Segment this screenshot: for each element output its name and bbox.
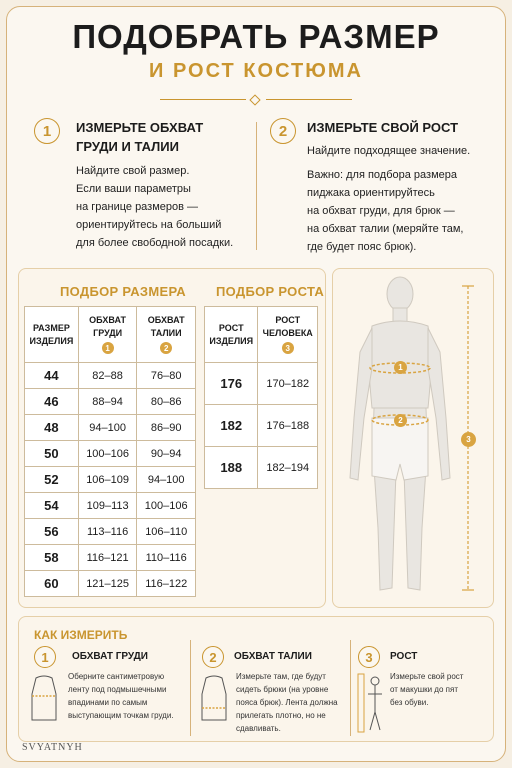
- size-table-cell: 50: [25, 441, 79, 467]
- size-table-row: [25, 545, 196, 571]
- size-table-cell: 90–94: [137, 441, 196, 467]
- size-table-title: ПОДБОР РАЗМЕРА: [60, 284, 186, 299]
- height-table-title: ПОДБОР РОСТА: [216, 284, 325, 299]
- size-table-cell: 100–106: [78, 441, 137, 467]
- size-table-row: [25, 493, 196, 519]
- how-1-heading: ОБХВАТ ГРУДИ: [72, 651, 148, 662]
- step-2-badge: 2: [270, 118, 296, 144]
- marker-1-icon: 1: [394, 361, 407, 374]
- how-1-badge: 1: [34, 646, 56, 668]
- size-table-cell: 58: [25, 545, 79, 571]
- size-table-row: [25, 389, 196, 415]
- brand-logo: SVYATNYH: [22, 742, 83, 753]
- size-table-cell: 80–86: [137, 389, 196, 415]
- chest-measure-icon: [26, 674, 62, 722]
- how-3-text: Измерьте свой рост от макушки до пят без обуви.: [390, 672, 464, 707]
- size-table-cell: 52: [25, 467, 79, 493]
- height-table-row: [205, 405, 318, 447]
- size-table-cell: 46: [25, 389, 79, 415]
- how-divider-1: [190, 640, 191, 736]
- how-3-heading: РОСТ: [390, 651, 418, 662]
- how-2-text: Измерьте там, где будут сидеть брюки (на уровне пояса брюк). Лента должна прилегать плотно, но не сдавливать.: [236, 672, 338, 733]
- size-table-row: [25, 519, 196, 545]
- step-1-text: Найдите свой размер. Если ваши параметры на границе размеров — ориентируйтесь на больший для более свободной посадки.: [76, 165, 234, 249]
- waist-measure-icon: [196, 674, 232, 722]
- page-subtitle: И РОСТ КОСТЮМА: [149, 60, 363, 82]
- size-table: [24, 306, 196, 597]
- height-header-person: РОСТ ЧЕЛОВЕКА 3: [258, 307, 318, 363]
- size-header-size: РАЗМЕР ИЗДЕЛИЯ: [25, 307, 79, 363]
- size-table-row: [25, 441, 196, 467]
- marker-3-icon: 3: [461, 432, 476, 447]
- how-to-title: КАК ИЗМЕРИТЬ: [34, 628, 128, 642]
- size-table-row: [25, 415, 196, 441]
- size-table-cell: 94–100: [137, 467, 196, 493]
- size-header-waist: ОБХВАТ ТАЛИИ 2: [137, 307, 196, 363]
- height-table-cell: 182: [205, 405, 258, 447]
- marker-2-icon: 2: [394, 414, 407, 427]
- size-table-cell: 110–116: [137, 545, 196, 571]
- size-table-cell: 76–80: [137, 363, 196, 389]
- how-1-text: Оберните сантиметровую ленту под подмышечными впадинами по самым выступающим точкам груди.: [68, 672, 174, 720]
- ornament-divider: [160, 96, 352, 104]
- size-table-cell: 100–106: [137, 493, 196, 519]
- size-table-cell: 44: [25, 363, 79, 389]
- step-2-text: Найдите подходящее значение. Важно: для подбора размера пиджака ориентируйтесь на обхват груди, для брюк — на обхват талии (меряйте там, где будет пояс брюк).: [307, 145, 471, 253]
- height-table-cell: 170–182: [258, 363, 318, 405]
- size-table-cell: 86–90: [137, 415, 196, 441]
- size-table-cell: 113–116: [78, 519, 137, 545]
- size-table-cell: 60: [25, 571, 79, 597]
- page-title: ПОДОБРАТЬ РАЗМЕР: [72, 18, 440, 55]
- size-table-row: [25, 467, 196, 493]
- size-table-cell: 48: [25, 415, 79, 441]
- how-2-heading: ОБХВАТ ТАЛИИ: [234, 651, 312, 662]
- size-table-cell: 88–94: [78, 389, 137, 415]
- size-table-row: [25, 571, 196, 597]
- step-2-title: ИЗМЕРЬТЕ СВОЙ РОСТ: [307, 120, 459, 135]
- height-table-row: [205, 447, 318, 489]
- height-table-cell: 182–194: [258, 447, 318, 489]
- how-3-badge: 3: [358, 646, 380, 668]
- size-table-cell: 82–88: [78, 363, 137, 389]
- height-measure-icon: [356, 672, 386, 734]
- size-table-cell: 116–121: [78, 545, 137, 571]
- steps-divider: [256, 122, 257, 250]
- height-table-cell: 188: [205, 447, 258, 489]
- height-header-product: РОСТ ИЗДЕЛИЯ: [205, 307, 258, 363]
- size-table-cell: 54: [25, 493, 79, 519]
- size-table-cell: 121–125: [78, 571, 137, 597]
- size-table-row: [25, 363, 196, 389]
- size-table-cell: 106–110: [137, 519, 196, 545]
- size-table-cell: 94–100: [78, 415, 137, 441]
- size-table-cell: 56: [25, 519, 79, 545]
- height-table-row: [205, 363, 318, 405]
- size-table-cell: 109–113: [78, 493, 137, 519]
- how-2-badge: 2: [202, 646, 224, 668]
- size-table-cell: 106–109: [78, 467, 137, 493]
- size-table-cell: 116–122: [137, 571, 196, 597]
- step-1-title: ИЗМЕРЬТЕ ОБХВАТ ГРУДИ И ТАЛИИ: [76, 120, 204, 154]
- height-table-cell: 176–188: [258, 405, 318, 447]
- height-table-cell: 176: [205, 363, 258, 405]
- how-divider-2: [350, 640, 351, 736]
- height-table: [204, 306, 318, 489]
- step-1-badge: 1: [34, 118, 60, 144]
- size-header-chest: ОБХВАТ ГРУДИ 1: [78, 307, 137, 363]
